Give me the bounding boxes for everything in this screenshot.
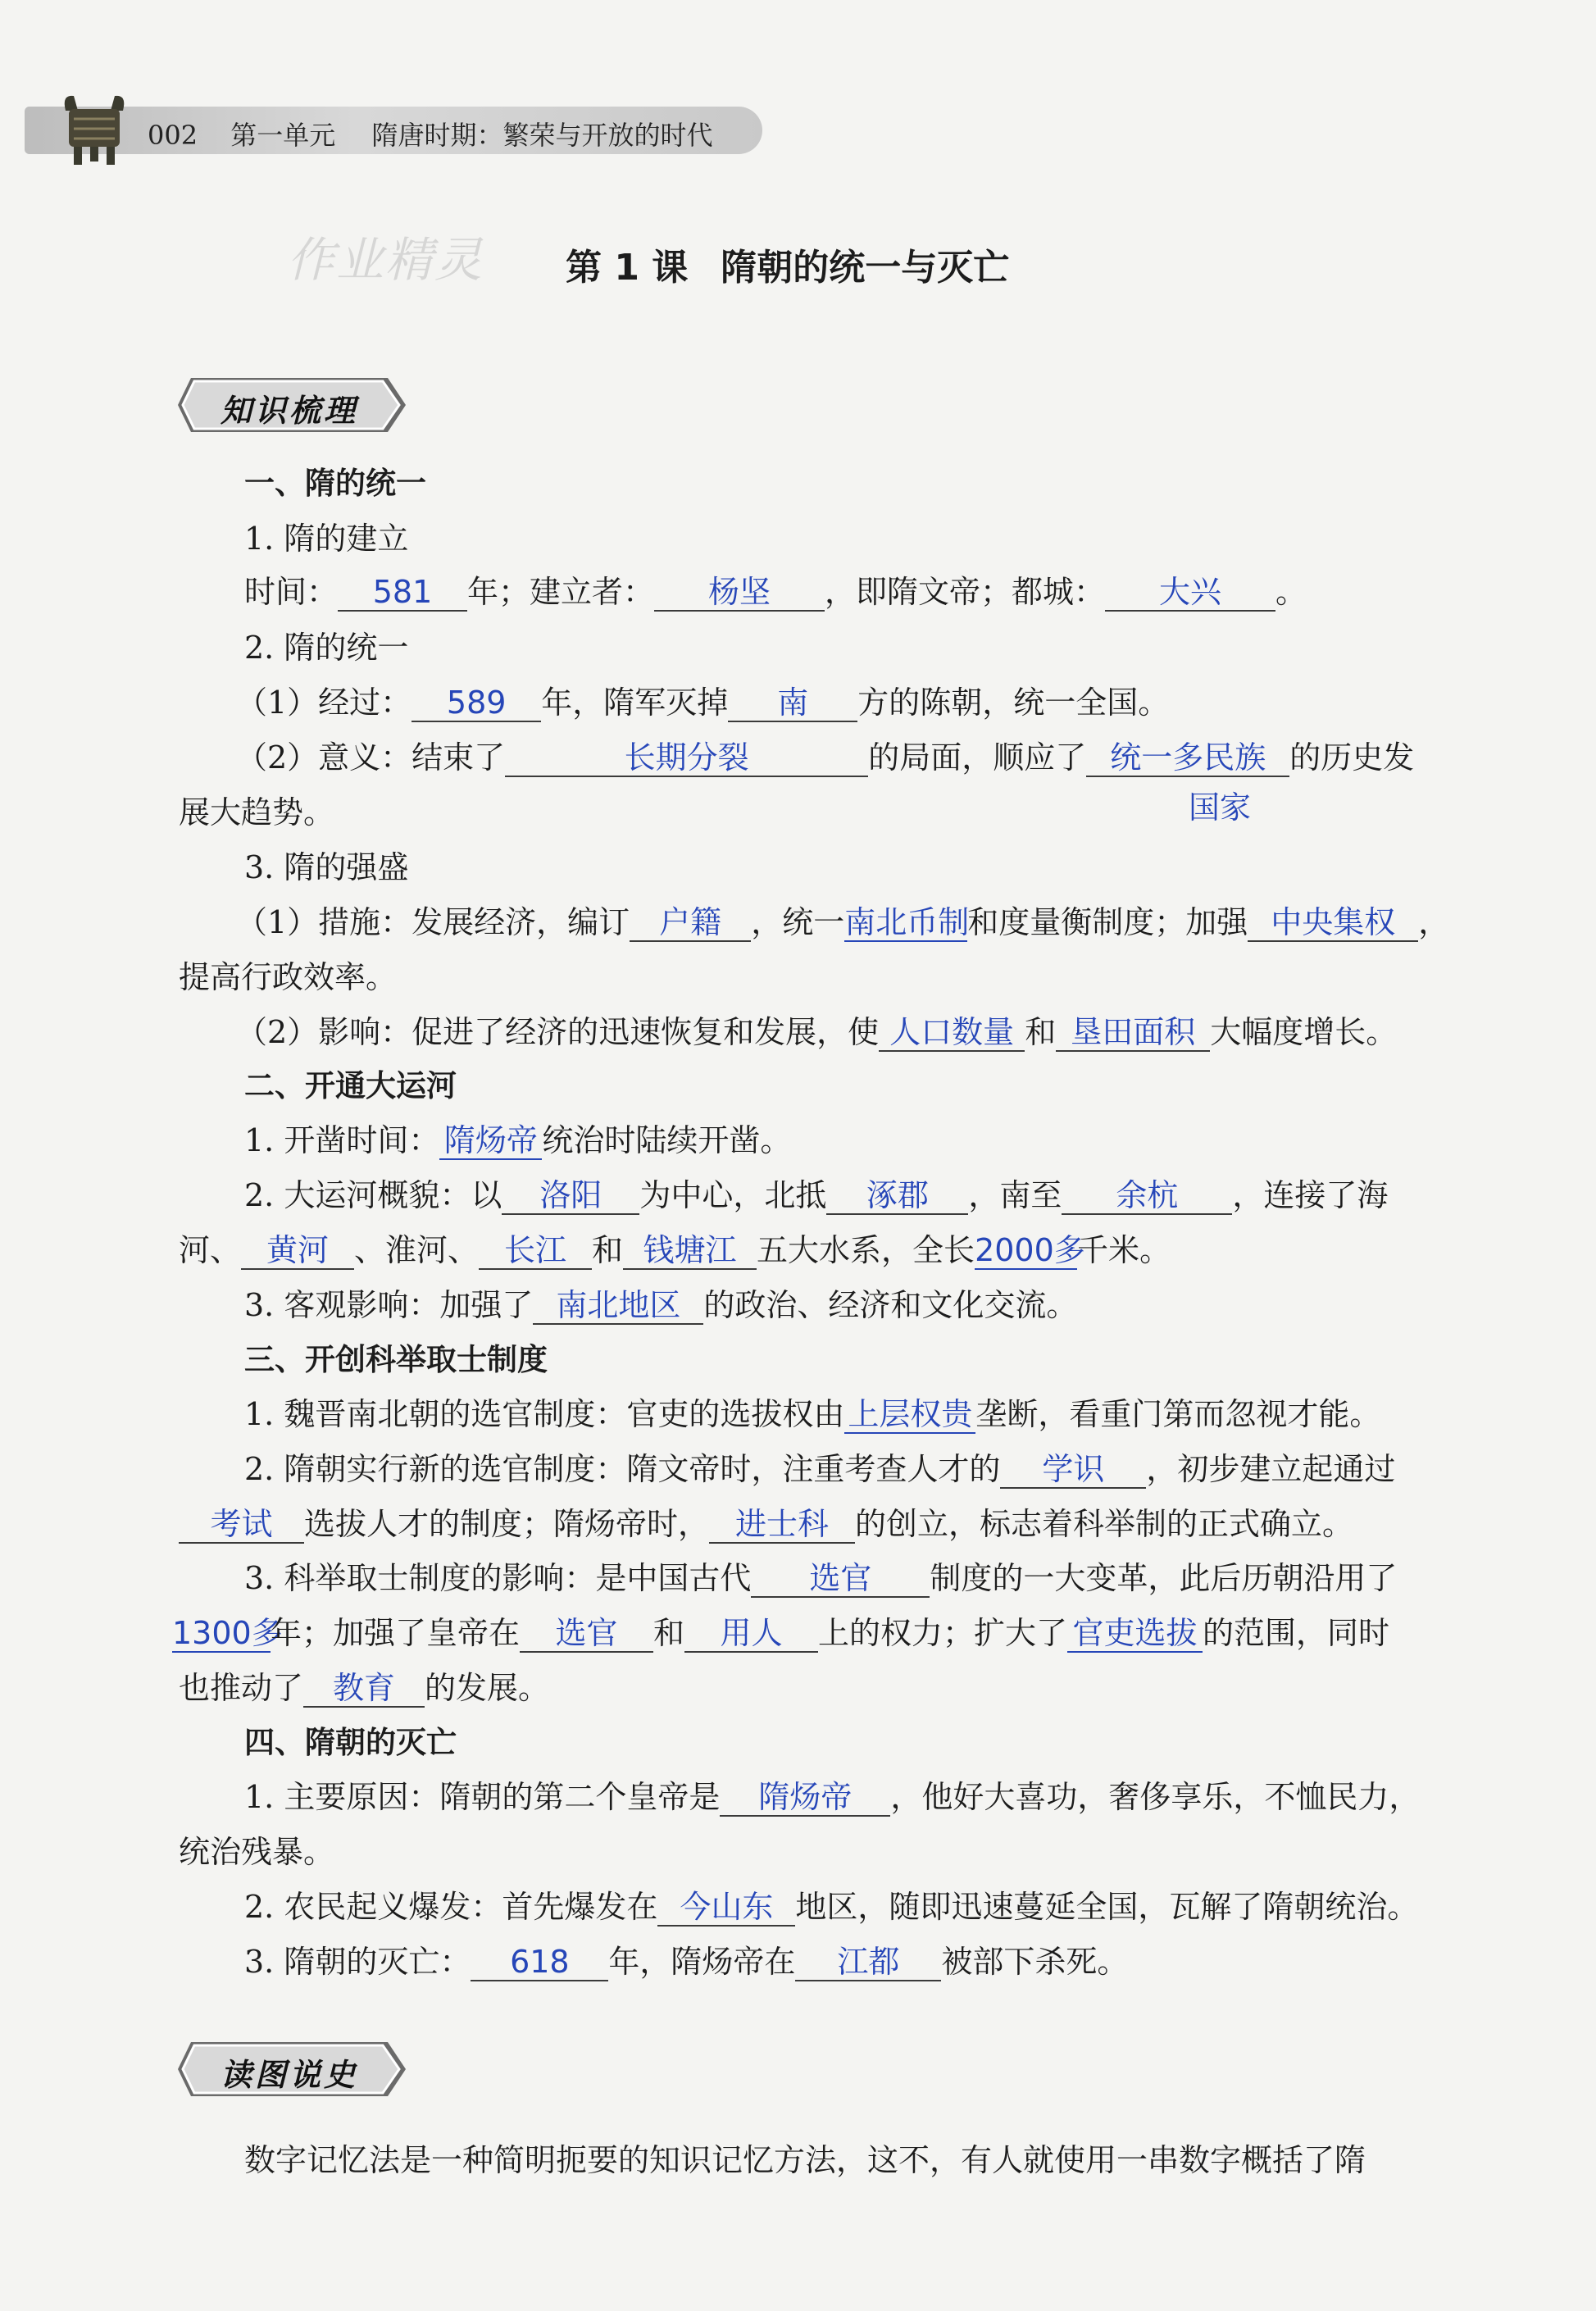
section-heading: 三、开创科举取士制度 (244, 1342, 548, 1377)
answer: 今山东 (657, 1889, 795, 1927)
text-line (236, 682, 1169, 723)
text-line (179, 1504, 1353, 1544)
text: 和 (592, 1232, 624, 1268)
text-line: 统治残暴。 (179, 1834, 335, 1870)
text: 时间： (244, 574, 339, 610)
text-line (244, 571, 1307, 612)
answer: 教育 (303, 1670, 425, 1708)
text-line (244, 1776, 1420, 1817)
answer: 上层权贵 (844, 1396, 975, 1434)
text: 年；加强了皇帝在 (271, 1615, 521, 1651)
sub-heading: 1. 隋的建立 (244, 521, 409, 557)
answer: 垦田面积 (1056, 1014, 1210, 1052)
text-line (244, 1558, 1397, 1599)
watermark: 作业精灵 (287, 232, 484, 288)
text: 的发展。 (425, 1670, 550, 1706)
text: ，他好大喜功，奢侈享乐，不恤民力， (890, 1779, 1421, 1815)
answer: 选官 (520, 1615, 653, 1653)
sub-heading: 2. 隋的统一 (244, 630, 409, 666)
answer: 钱塘江 (623, 1232, 757, 1270)
text: 年；建立者： (467, 574, 655, 610)
text-line (236, 1012, 1397, 1053)
text: 制度的一大变革，此后历朝沿用了 (930, 1560, 1398, 1596)
text: 被部下杀死。 (941, 1944, 1129, 1980)
text: 的创立，标志着科举制的正式确立。 (855, 1506, 1354, 1542)
page-header-text (148, 115, 712, 152)
bronze-vessel-icon (57, 86, 131, 168)
text: 垄断，看重门第而忽视才能。 (975, 1396, 1381, 1432)
answer: 统一多民族 (1086, 739, 1289, 777)
answer: 2000多 (975, 1232, 1085, 1268)
answer: 581 (338, 574, 467, 612)
text: 的政治、经济和文化交流。 (703, 1287, 1078, 1323)
answer: 长期分裂 (505, 739, 868, 777)
lesson-title (566, 238, 1009, 290)
answer: 进士科 (709, 1506, 855, 1544)
text: 统治时陆续开凿。 (542, 1122, 792, 1158)
answer: 长江 (479, 1232, 592, 1270)
text: 年，隋军灭掉 (541, 685, 729, 721)
answer: 官吏选拔 (1067, 1615, 1203, 1653)
answer: 589 (412, 685, 541, 722)
text: 2. 大运河概貌：以 (244, 1177, 502, 1213)
lesson-number: 第 1 课 (566, 247, 689, 289)
text: ，连接了海 (1232, 1177, 1389, 1213)
text: 1. 魏晋南北朝的选官制度：官吏的选拔权由 (244, 1396, 845, 1432)
unit-title: 隋唐时期：繁荣与开放的时代 (371, 120, 713, 151)
text: 2. 农民起义爆发：首先爆发在 (244, 1889, 658, 1925)
text-line (236, 737, 1414, 778)
text: 。 (1275, 574, 1307, 610)
section-heading: 一、隋的统一 (244, 466, 426, 501)
text: 千米。 (1077, 1232, 1171, 1268)
section-heading: 四、隋朝的灭亡 (244, 1725, 457, 1760)
text: 也推动了 (179, 1670, 304, 1706)
answer: 洛阳 (502, 1177, 639, 1215)
answer: 涿郡 (826, 1177, 968, 1215)
text-line (244, 1449, 1395, 1490)
text: 和 (1025, 1014, 1057, 1050)
sub-heading: 3. 隋的强盛 (244, 849, 409, 885)
text-line (244, 1120, 791, 1161)
text: 3. 隋朝的灭亡： (244, 1944, 471, 1980)
text: 的局面，顺应了 (868, 739, 1087, 776)
answer: 人口数量 (879, 1014, 1025, 1052)
answer: 中央集权 (1248, 904, 1418, 942)
text: 选拔人才的制度；隋炀帝时， (304, 1506, 710, 1542)
answer: 南北币制 (844, 904, 970, 940)
text-line (244, 1941, 1128, 1982)
answer: 隋炀帝 (439, 1122, 542, 1160)
text: 和 (653, 1615, 685, 1651)
text-line (236, 902, 1449, 943)
text: 五大水系，全长 (757, 1232, 975, 1268)
text-line: 提高行政效率。 (179, 959, 398, 995)
answer: 大兴 (1105, 574, 1275, 612)
text: ， (1418, 904, 1450, 940)
answer: 考试 (179, 1506, 304, 1544)
text: （1）经过： (236, 685, 412, 721)
badge-label: 知识梳理 (221, 392, 359, 429)
unit-label: 第一单元 (230, 120, 336, 151)
answer: 南 (728, 685, 857, 722)
text: 1. 主要原因：隋朝的第二个皇帝是 (244, 1779, 721, 1815)
text: 3. 科举取士制度的影响：是中国古代 (244, 1560, 752, 1596)
badge-label: 读图说史 (221, 2056, 359, 2093)
text-line (179, 1667, 549, 1708)
text-line (244, 1285, 1077, 1326)
text: ，南至 (968, 1177, 1062, 1213)
answer: 选官 (751, 1560, 930, 1598)
answer: 户籍 (630, 904, 751, 942)
section-badge-read-map (176, 2037, 410, 2101)
answer: 黄河 (241, 1232, 354, 1270)
answer: 618 (471, 1944, 608, 1981)
text: （2）意义：结束了 (236, 739, 506, 776)
text: ，初步建立起通过 (1146, 1451, 1396, 1487)
text: 方的陈朝，统一全国。 (857, 685, 1170, 721)
text-line (244, 1886, 1418, 1927)
section-badge-knowledge (176, 373, 410, 437)
text: 为中心，北抵 (639, 1177, 827, 1213)
text-line: 展大趋势。 (179, 794, 335, 830)
text: 2. 隋朝实行新的选官制度：隋文帝时，注重考查人才的 (244, 1451, 1001, 1487)
text: （1）措施：发展经济，编订 (236, 904, 630, 940)
answer: 隋炀帝 (720, 1779, 890, 1817)
answer-continued: 国家 (1189, 789, 1252, 826)
text: 大幅度增长。 (1210, 1014, 1398, 1050)
answer: 学识 (1000, 1451, 1146, 1489)
page-number: 002 (148, 120, 198, 151)
text: ，统一 (751, 904, 845, 940)
text: 地区，随即迅速蔓延全国，瓦解了隋朝统治。 (795, 1889, 1419, 1925)
text: （2）影响：促进了经济的迅速恢复和发展，使 (236, 1014, 880, 1050)
text: 、淮河、 (354, 1232, 480, 1268)
text-line (244, 1175, 1388, 1216)
section-heading: 二、开通大运河 (244, 1068, 457, 1103)
answer: 杨坚 (654, 574, 825, 612)
text-line (244, 1394, 1380, 1435)
text: 和度量衡制度；加强 (967, 904, 1248, 940)
answer: 江都 (795, 1944, 941, 1981)
text: 年，隋炀帝在 (608, 1944, 796, 1980)
text: 的范围，同时 (1203, 1615, 1390, 1651)
text: 河、 (179, 1232, 242, 1268)
text-line (179, 1230, 1171, 1271)
text: 3. 客观影响：加强了 (244, 1287, 534, 1323)
text: 1. 开凿时间： (244, 1122, 440, 1158)
text: 的历史发 (1289, 739, 1415, 776)
answer: 用人 (684, 1615, 818, 1653)
lesson-name: 隋朝的统一与灭亡 (721, 247, 1010, 289)
answer: 南北地区 (533, 1287, 703, 1325)
text: 上的权力；扩大了 (818, 1615, 1068, 1651)
text: ，即隋文帝；都城： (825, 574, 1106, 610)
text-line (172, 1613, 1389, 1654)
text-line: 数字记忆法是一种简明扼要的知识记忆方法，这不，有人就使用一串数字概括了隋 (244, 2142, 1366, 2178)
answer: 余杭 (1062, 1177, 1232, 1215)
answer: 1300多 (172, 1615, 283, 1651)
